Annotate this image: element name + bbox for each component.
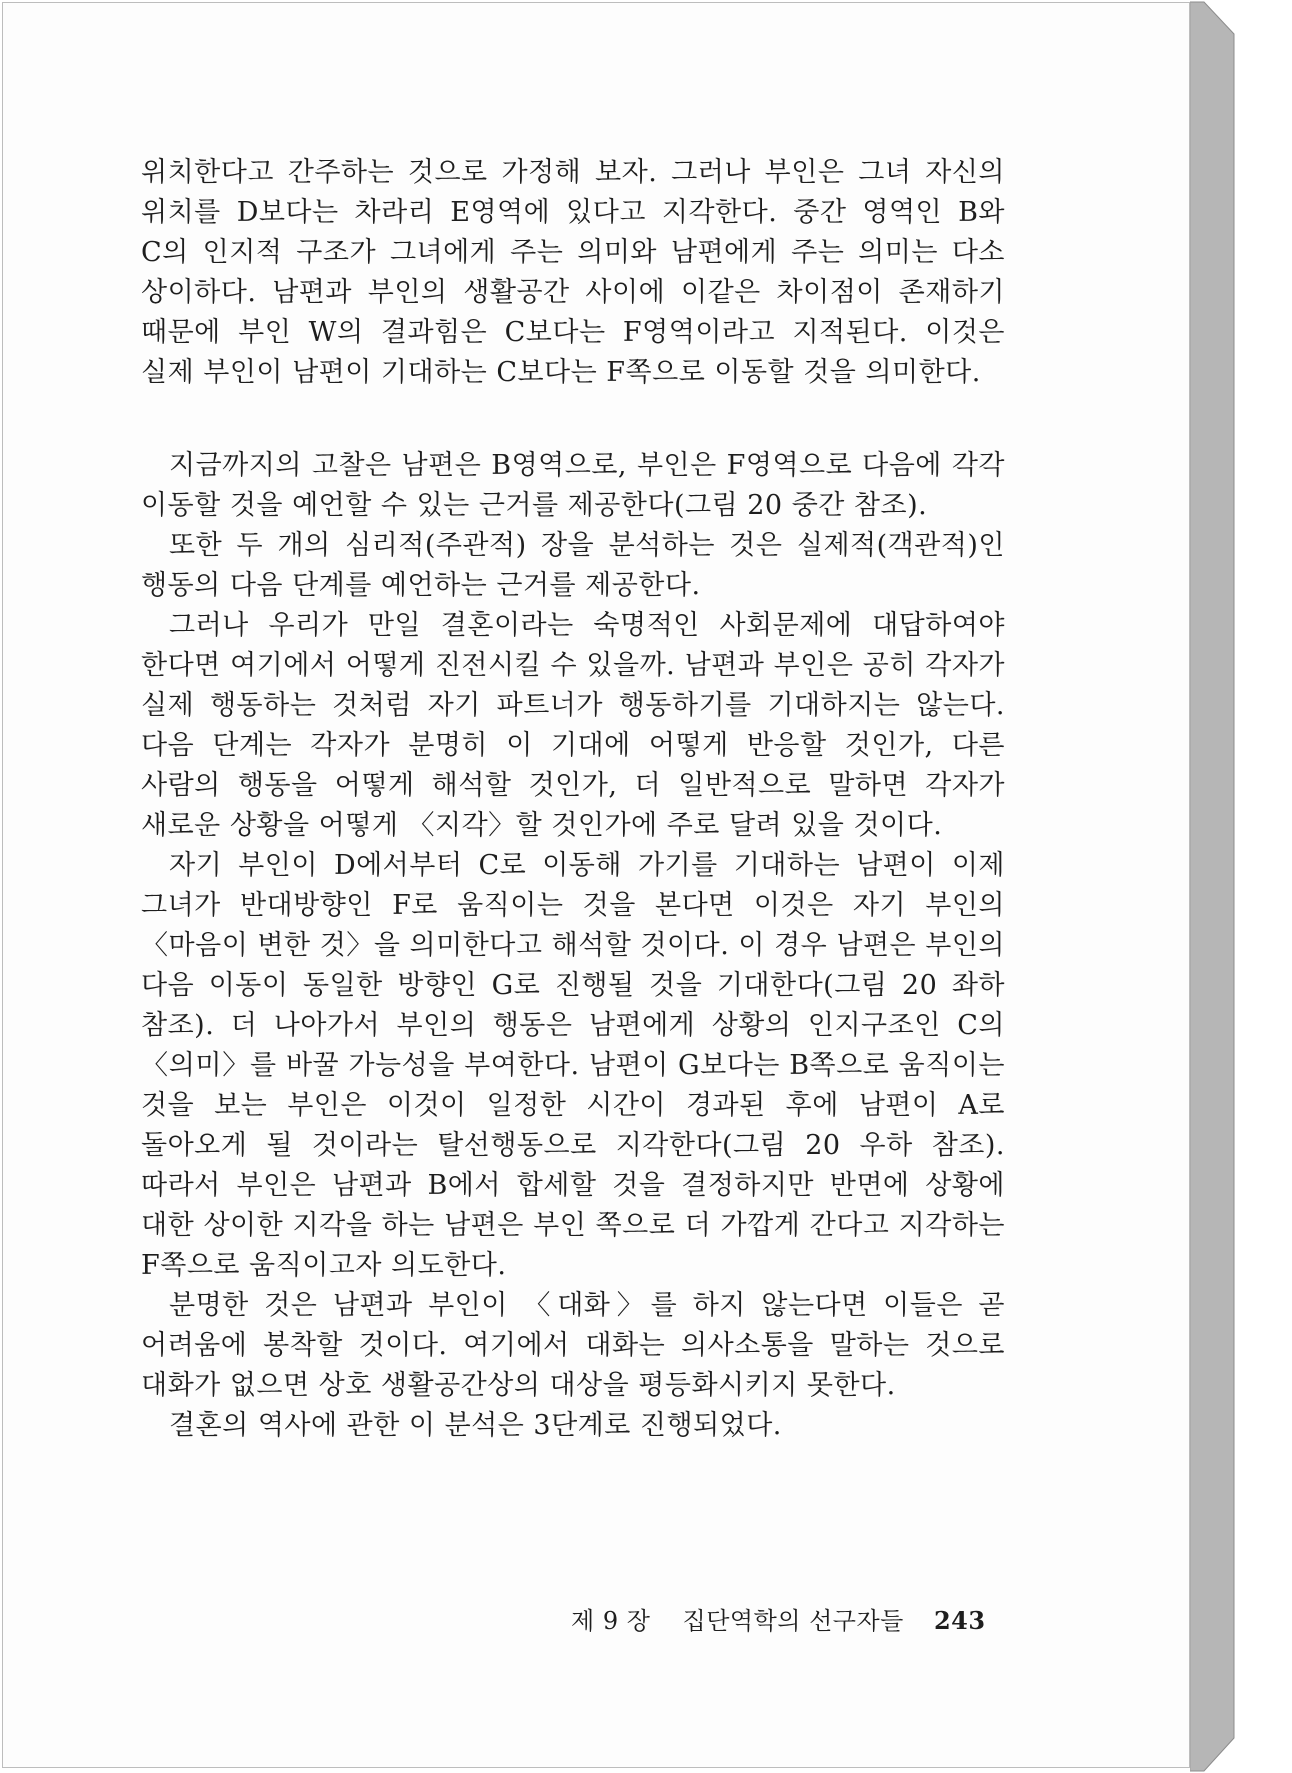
paragraph-1: 위치한다고 간주하는 것으로 가정해 보자. 그러나 부인은 그녀 자신의 위치를 D보다는 차라리 E영역에 있다고 지각한다. 중간 영역인 B와 C의 인지적 구조가 그녀에게 주는 의미와 남편에게 주는 의미는 다소 상이하다. 남편과 부인의 생활공간 사이에 이같은 차이점이 존재하기 때문에 부인 W의 결과힘은 C보다는 F영역이라고 지적된다. 이것은 실제 부인이 남편이 기대하는 C보다는 F쪽으로 이동할 것을 의미한다. <box>141 157 1005 388</box>
book-page <box>2 2 1190 1768</box>
page-number: 243 <box>933 1606 986 1635</box>
body-text <box>141 153 1005 1446</box>
paragraph-2: 지금까지의 고찰은 남편은 B영역으로, 부인은 F영역으로 다음에 각각 이동할 것을 예언할 수 있는 근거를 제공한다(그림 20 중간 참조). <box>141 450 1005 521</box>
paragraph-7: 결혼의 역사에 관한 이 분석은 3단계로 진행되었다. <box>169 1410 782 1441</box>
paragraph-5: 자기 부인이 D에서부터 C로 이동해 가기를 기대하는 남편이 이제 그녀가 반대방향인 F로 움직이는 것을 본다면 이것은 자기 부인의 〈마음이 변한 것〉을 의미한다고 해석할 것이다. 이 경우 남편은 부인의 다음 이동이 동일한 방향인 G로 진행될 것을 기대한다(그림 20 좌하 참조). 더 나아가서 부인의 행동은 남편에게 상황의 인지구조인 C의 〈의미〉를 바꿀 가능성을 부여한다. 남편이 G보다는 B쪽으로 움직이는 것을 보는 부인은 이것이 일정한 시간이 경과된 후에 남편이 A로 돌아오게 될 것이라는 탈선행동으로 지각한다(그림 20 우하 참조). 따라서 부인은 남편과 B에서 합세할 것을 결정하지만 반면에 상황에 대한 상이한 지각을 하는 남편은 부인 쪽으로 더 가깝게 간다고 지각하는 F쪽으로 움직이고자 의도한다. <box>141 850 1006 1281</box>
paragraph-4: 그러나 우리가 만일 결혼이라는 숙명적인 사회문제에 대답하여야 한다면 여기에서 어떻게 진전시킬 수 있을까. 남편과 부인은 공히 각자가 실제 행동하는 것처럼 자기 파트너가 행동하기를 기대하지는 않는다. 다음 단계는 각자가 분명히 이 기대에 어떻게 반응할 것인가, 다른 사람의 행동을 어떻게 해석할 것인가, 더 일반적으로 말하면 각자가 새로운 상황을 어떻게 〈지각〉할 것인가에 주로 달려 있을 것이다. <box>141 610 1005 841</box>
paragraph-gap <box>141 393 1005 446</box>
chapter-label: 제 9 장 <box>571 1607 651 1635</box>
chapter-title: 집단역학의 선구자들 <box>682 1607 904 1635</box>
running-footer <box>571 1601 986 1636</box>
book-thickness-edge <box>1190 0 1238 1773</box>
paragraph-3: 또한 두 개의 심리적(주관적) 장을 분석하는 것은 실제적(객관적)인 행동의 다음 단계를 예언하는 근거를 제공한다. <box>141 530 1005 601</box>
paragraph-6: 분명한 것은 남편과 부인이 〈대화〉를 하지 않는다면 이들은 곧 어려움에 봉착할 것이다. 여기에서 대화는 의사소통을 말하는 것으로 대화가 없으면 상호 생활공간상의 대상을 평등화시키지 못한다. <box>141 1290 1005 1401</box>
